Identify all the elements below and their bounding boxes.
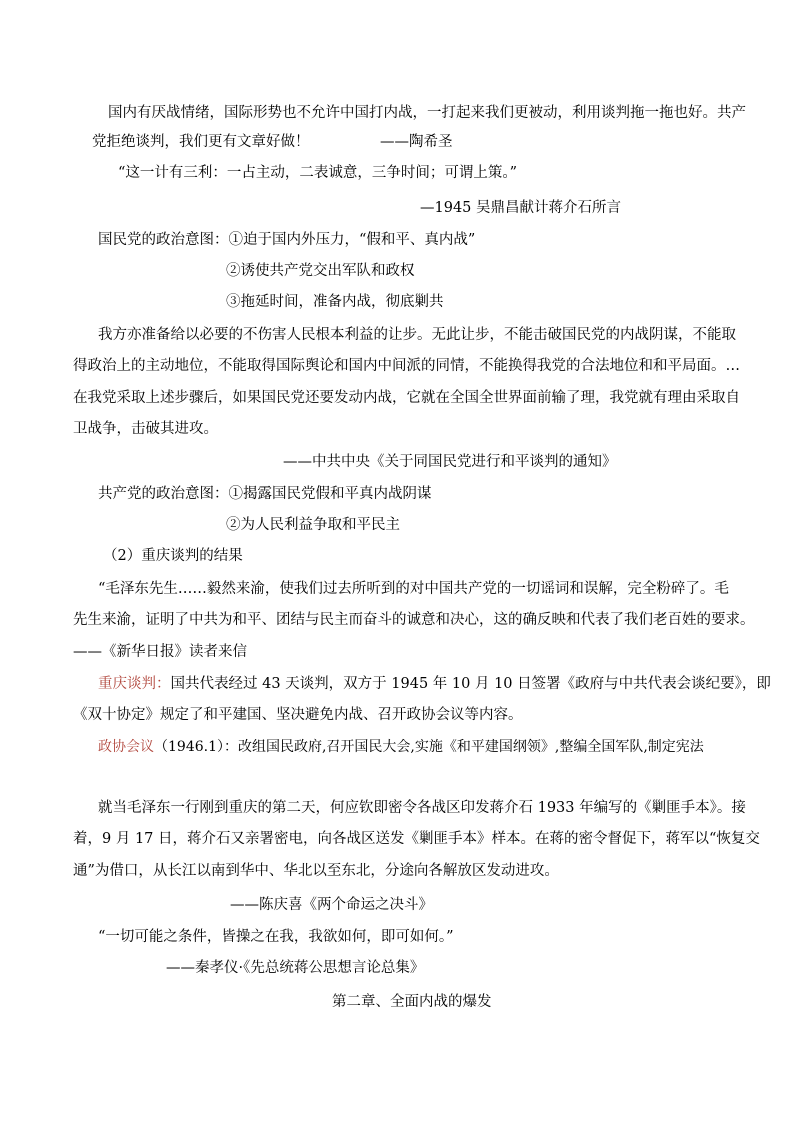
paragraph-line: 在我党采取上述步骤后，如果国民党还要发动内战，它就在全国全世界面前输了理，我党就有理由采取自	[73, 390, 740, 406]
paragraph-line: 着，9 月 17 日，蒋介石又亲署密电，向各战区送发《剿匪手本》样本。在蒋的密令督促下，蒋军以“恢复交	[73, 831, 760, 847]
paragraph-line: 国民党的政治意图：①迫于国内外压力，“假和平、真内战”	[98, 232, 476, 248]
paragraph-line	[98, 674, 771, 694]
paragraph-line: 国内有厌战情绪，国际形势也不允许中国打内战，一打起来我们更被动，利用谈判拖一拖也好。共产	[108, 105, 746, 121]
paragraph-line	[98, 737, 704, 757]
quote-line: “一切可能之条件，皆操之在我，我欲如何，即可如何。”	[98, 929, 454, 945]
zhengxie-text: （1946.1）：改组国民政府,召开国民大会,实施《和平建国纲领》,整编全国军队,制定宪法	[154, 739, 704, 755]
paragraph-line: 我方亦准备给以必要的不伤害人民根本利益的让步。无此让步，不能击破国民党的内战阴谋，不能取	[98, 327, 736, 343]
zhengxie-label: 政协会议	[98, 739, 154, 755]
quote-attribution: ——陈庆喜《两个命运之决斗》	[230, 897, 433, 913]
section-heading: （2）重庆谈判的结果	[103, 548, 243, 564]
list-item: ③拖延时间，准备内战，彻底剿共	[226, 294, 444, 310]
paragraph-line: 卫战争，击破其进攻。	[73, 421, 218, 437]
quote-attribution: ——陶希圣	[380, 134, 453, 150]
paragraph-line: “毛泽东先生……毅然来渝，使我们过去所听到的对中国共产党的一切谣词和误解，完全粉碎了。毛	[98, 581, 729, 597]
paragraph-line: 《双十协定》规定了和平建国、坚决避免内战、召开政协会议等内容。	[73, 707, 523, 723]
chapter-heading: 第二章、全面内战的爆发	[332, 994, 492, 1010]
paragraph-line: 党拒绝谈判，我们更有文章好做！	[92, 134, 310, 150]
quote-attribution: ——秦孝仪·《先总统蒋公思想言论总集》	[166, 960, 425, 976]
paragraph-line: 共产党的政治意图：①揭露国民党假和平真内战阴谋	[98, 486, 432, 502]
quote-attribution: —1945 吴鼎昌献计蒋介石所言	[420, 200, 622, 216]
quote-attribution: ——《新华日报》读者来信	[73, 644, 247, 660]
quote-attribution: ——中共中央《关于同国民党进行和平谈判的通知》	[283, 454, 617, 470]
paragraph-line: 通”为借口，从长江以南到华中、华北以至东北，分途向各解放区发动进攻。	[73, 863, 559, 879]
paragraph-line: 得政治上的主动地位，不能取得国际舆论和国内中间派的同情，不能换得我党的合法地位和和平局面。…	[73, 358, 740, 374]
list-item: ②诱使共产党交出军队和政权	[226, 263, 415, 279]
chongqing-label: 重庆谈判：	[98, 676, 171, 692]
list-item: ②为人民利益争取和平民主	[226, 517, 400, 533]
chongqing-text: 国共代表经过 43 天谈判，双方于 1945 年 10 月 10 日签署《政府与中共代表会谈纪要》，即	[170, 676, 771, 692]
quote-line: “这一计有三利：一占主动，二表诚意，三争时间；可谓上策。”	[118, 165, 518, 181]
paragraph-line: 就当毛泽东一行刚到重庆的第二天，何应钦即密令各战区印发蒋介石 1933 年编写的《剿匪手本》。接	[98, 800, 746, 816]
paragraph-line: 先生来渝，证明了中共为和平、团结与民主而奋斗的诚意和决心，这的确反映和代表了我们老百姓的要求。	[73, 612, 755, 628]
